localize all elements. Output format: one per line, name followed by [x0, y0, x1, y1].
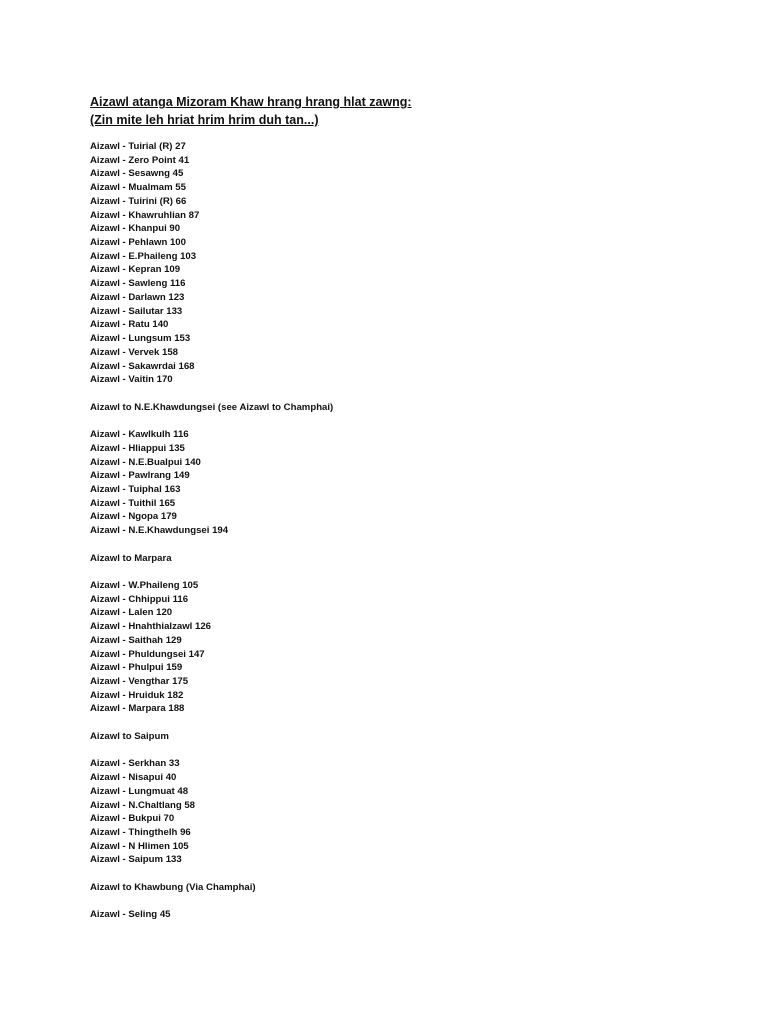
route-entry: Aizawl - Lungsum 153 [90, 333, 191, 345]
spacer [90, 414, 730, 428]
route-entry: Aizawl - N.Chaltlang 58 [90, 799, 196, 811]
route-entry: Aizawl - Saipum 133 [90, 854, 182, 866]
route-entry: Aizawl - Khanpui 90 [90, 223, 181, 235]
route-entry: Aizawl - Sailutar 133 [90, 305, 183, 317]
route-entry: Aizawl - N.E.Khawdungsei 194 [90, 525, 229, 537]
route-entry: Aizawl - Darlawn 123 [90, 291, 185, 303]
route-entry: Aizawl - Khawruhlian 87 [90, 209, 200, 221]
route-entry: Aizawl - Hnahthialzawl 126 [90, 621, 212, 633]
section-title: Aizawl to Khawbung (Via Champhai) [90, 881, 256, 893]
route-entry: Aizawl - Tuithil 165 [90, 497, 176, 509]
route-entry: Aizawl - Tuirini (R) 66 [90, 195, 187, 207]
route-entry: Aizawl - Phuldungsei 147 [90, 648, 205, 660]
route-entry: Aizawl - Nisapui 40 [90, 772, 177, 784]
section-title: Aizawl to Saipum [90, 730, 169, 742]
route-entry: Aizawl - Tuiphal 163 [90, 483, 181, 495]
heading-line-1: Aizawl atanga Mizoram Khaw hrang hrang hlat zawng: [90, 95, 412, 109]
route-list-champhai [90, 140, 730, 387]
spacer [90, 716, 730, 730]
spacer [90, 538, 730, 552]
route-entry: Aizawl - Chhippui 116 [90, 593, 189, 605]
document-page [90, 93, 730, 922]
route-entry: Aizawl - Lungmuat 48 [90, 785, 189, 797]
route-entry: Aizawl - Vengthar 175 [90, 676, 189, 688]
route-entry: Aizawl - Kawlkulh 116 [90, 429, 189, 441]
route-entry: Aizawl - Vervek 158 [90, 346, 178, 358]
route-entry: Aizawl - Sesawng 45 [90, 168, 184, 180]
route-entry: Aizawl - Seling 45 [90, 909, 171, 921]
route-entry: Aizawl - Ngopa 179 [90, 511, 177, 523]
spacer [90, 895, 730, 909]
route-section-khawbung [90, 881, 730, 922]
route-entry: Aizawl - Lalen 120 [90, 607, 173, 619]
route-entry: Aizawl - Ratu 140 [90, 319, 169, 331]
section-title: Aizawl to N.E.Khawdungsei (see Aizawl to Champhai) [90, 401, 334, 413]
route-entry: Aizawl - Pawlrang 149 [90, 470, 190, 482]
route-entry: Aizawl - Kepran 109 [90, 264, 181, 276]
route-entry: Aizawl - Thingthelh 96 [90, 826, 191, 838]
document-heading [90, 93, 730, 129]
route-entry: Aizawl - Vaitin 170 [90, 374, 173, 386]
route-entry: Aizawl - E.Phaileng 103 [90, 250, 197, 262]
route-entry: Aizawl - Sakawrdai 168 [90, 360, 195, 372]
spacer [90, 744, 730, 758]
route-entry: Aizawl - Hruiduk 182 [90, 689, 184, 701]
spacer [90, 387, 730, 401]
spacer [90, 565, 730, 579]
route-entry: Aizawl - N.E.Bualpui 140 [90, 456, 201, 468]
route-entry: Aizawl - Bukpui 70 [90, 813, 175, 825]
route-entry: Aizawl - Sawleng 116 [90, 278, 186, 290]
route-entry: Aizawl - Mualmam 55 [90, 182, 186, 194]
route-entry: Aizawl - W.Phaileng 105 [90, 580, 199, 591]
route-entry: Aizawl - Marpara 188 [90, 703, 185, 715]
route-section-khawdungsei [90, 401, 730, 538]
section-title: Aizawl to Marpara [90, 552, 172, 564]
route-section-marpara [90, 552, 730, 717]
route-entry: Aizawl - Serkhan 33 [90, 758, 180, 770]
route-entry: Aizawl - N Hlimen 105 [90, 840, 189, 852]
route-section-saipum [90, 730, 730, 867]
route-entry: Aizawl - Hliappui 135 [90, 442, 185, 454]
route-entry: Aizawl - Saithah 129 [90, 634, 182, 646]
route-entry: Aizawl - Pehlawn 100 [90, 237, 186, 249]
route-entry: Aizawl - Zero Point 41 [90, 154, 190, 166]
heading-line-2: (Zin mite leh hriat hrim hrim duh tan...) [90, 113, 319, 127]
route-entry: Aizawl - Phulpui 159 [90, 662, 183, 674]
route-entry: Aizawl - Tuirial (R) 27 [90, 141, 186, 152]
spacer [90, 867, 730, 881]
